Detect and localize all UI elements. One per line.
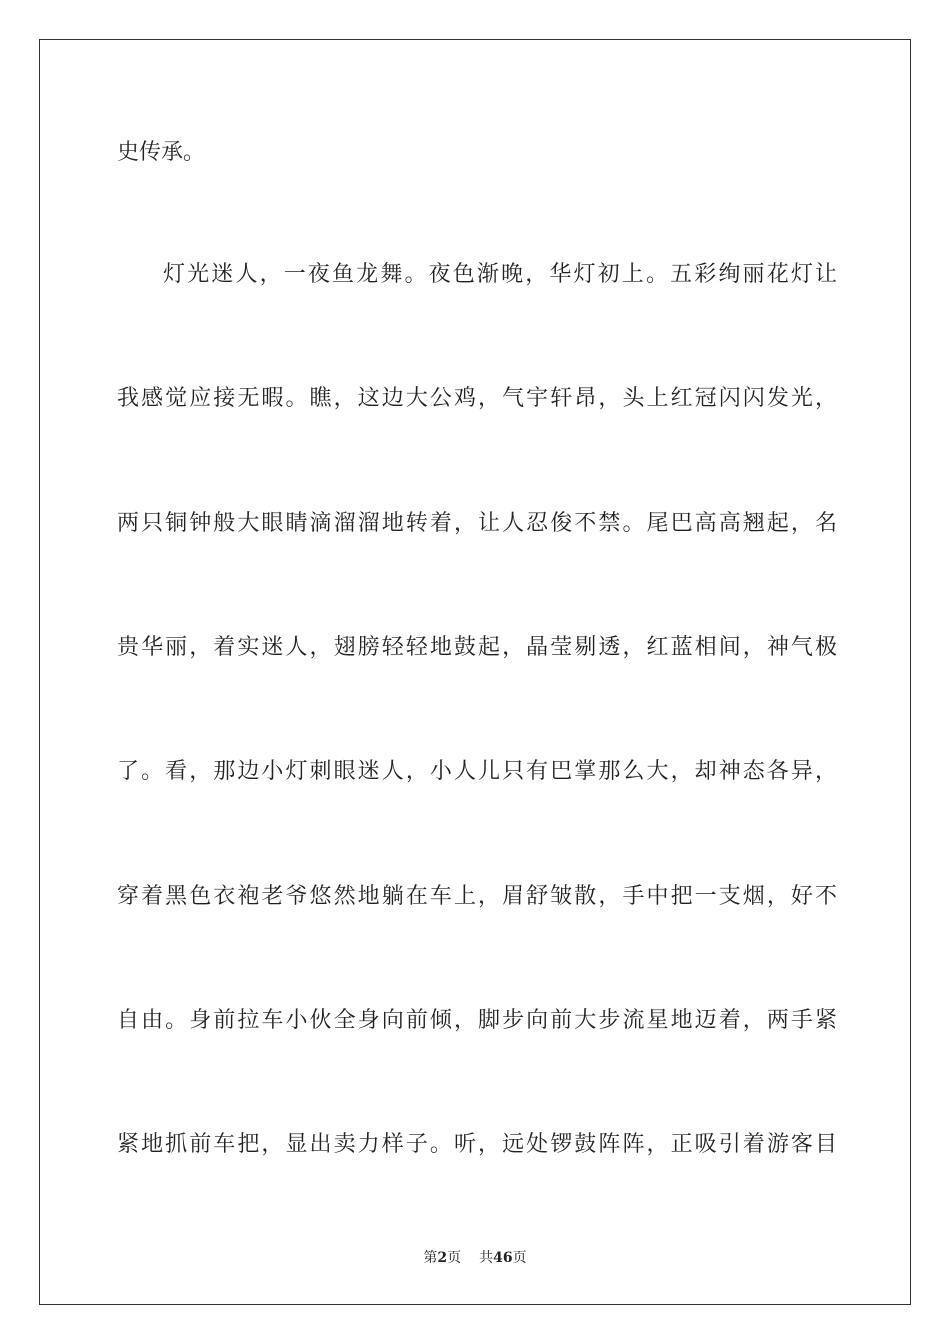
text-line: 两只铜钟般大眼睛滴溜溜地转着，让人忍俊不禁。尾巴高高翘起，名	[117, 511, 837, 536]
page-prefix: 第	[423, 1250, 438, 1266]
text-line: 史传承。	[117, 140, 206, 165]
page-footer	[0, 1247, 950, 1267]
total-suffix: 页	[512, 1250, 527, 1266]
text-line: 穿着黑色衣袍老爷悠然地躺在车上，眉舒皱散，手中把一支烟，好不	[117, 884, 837, 909]
page-number: 2	[437, 1250, 448, 1266]
text-line: 我感觉应接无暇。瞧，这边大公鸡，气宇轩昂，头上红冠闪闪发光，	[117, 386, 837, 411]
page-border	[39, 39, 911, 1305]
text-line: 灯光迷人，一夜鱼龙舞。夜色渐晚，华灯初上。五彩绚丽花灯让	[163, 262, 837, 287]
text-line: 了。看，那边小灯刺眼迷人，小人儿只有巴掌那么大，却神态各异，	[117, 759, 837, 784]
total-pages: 46	[493, 1250, 513, 1266]
total-prefix: 共	[479, 1250, 494, 1266]
text-line: 紧地抓前车把，显出卖力样子。听，远处锣鼓阵阵，正吸引着游客目	[117, 1132, 837, 1157]
text-line: 贵华丽，着实迷人，翅膀轻轻地鼓起，晶莹剔透，红蓝相间，神气极	[117, 635, 837, 660]
text-line: 自由。身前拉车小伙全身向前倾，脚步向前大步流星地迈着，两手紧	[117, 1008, 837, 1033]
page-suffix: 页	[447, 1250, 462, 1266]
